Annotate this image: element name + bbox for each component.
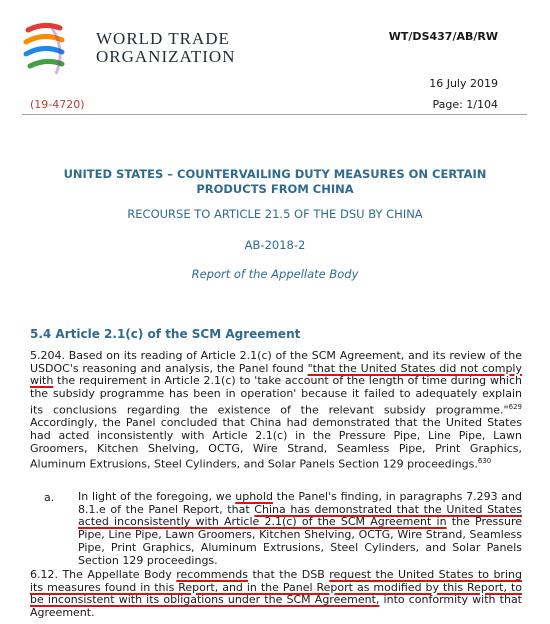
document-date: 16 July 2019 (429, 77, 498, 90)
p204-underlined-quote: "that the United States did not comply with (30, 361, 522, 388)
report-title: UNITED STATES – COUNTERVAILING DUTY MEASURES ON CERTAIN PRODUCTS FROM CHINA (63, 167, 487, 196)
org-line-2: ORGANIZATION (96, 47, 236, 66)
footnote-630[interactable]: 630 (477, 457, 492, 466)
org-line-1: WORLD TRADE (96, 29, 230, 48)
p204-text-c: the requirement in Article 2.1(c) to 'take account of the length of time during which the subsidy programme has been in operation' because it failed to adequately explain its conclusions regarding the existence of the relevant subsidy programme." (30, 374, 522, 417)
report-type: Report of the Appellate Body (191, 267, 359, 281)
footnote-629[interactable]: 629 (508, 402, 522, 411)
paragraph-finding-a (78, 491, 522, 567)
section-heading: 5.4 Article 2.1(c) of the SCM Agreement (30, 327, 301, 341)
pa-underlined-finding: China has demonstrated that the United States acted inconsistently with Article 2.1(c) of the SCM Agreement in (78, 502, 522, 529)
case-number: AB-2018-2 (244, 238, 306, 252)
pa-text-e: the Pressure Pipe, Line Pipe, Lawn Groomers, Kitchen Shelving, OCTG, Wire Strand, Seamless Pipe, Print Graphics, Aluminum Extrusions, Steel Cylinders, and Solar Panels Section 129 proceedings. (78, 515, 523, 567)
p612-underlined-recommends: recommends (176, 568, 248, 581)
pa-text-c: the Panel's finding, in paragraphs 7.293 and 8.1.e of the Panel Report, that (78, 490, 522, 516)
p204-text-d: Accordingly, the Panel concluded that China had demonstrated that the United States had acted inconsistently with Article 2.1(c) in the Pressure Pipe, Line Pipe, Lawn Groomers, Kitchen Shelving, OCTG, Wire Strand, Seamless Pipe, Print Graphics, Aluminum Extrusions, Steel Cylinders, and Solar Panels Section 129 proceedings. (30, 416, 522, 471)
p204-text-a: 5.204. Based on its reading of Article 2.1(c) of the SCM Agreement, and its review of the USDOC's reasoning and analysis, the Panel found (30, 349, 522, 375)
p612-text-a: 6.12. The Appellate Body (30, 568, 177, 581)
pa-underlined-uphold: uphold (235, 490, 273, 503)
organization-name (96, 30, 235, 66)
page-number: Page: 1/104 (432, 98, 498, 111)
p612-underlined-request: request the United States to bring its measures found in this Report, and in the Panel Report as modified by this Report, to be inconsistent with its obligations under the SCM Agreement, (30, 568, 522, 607)
paragraph-6-12 (30, 569, 522, 620)
list-marker-a: a. (44, 491, 55, 504)
reference-number: (19-4720) (30, 98, 85, 111)
paragraph-5-204 (30, 350, 522, 472)
header-divider (22, 114, 527, 115)
pa-text-a: In light of the foregoing, we (78, 490, 236, 503)
report-subtitle: RECOURSE TO ARTICLE 21.5 OF THE DSU BY CHINA (127, 207, 423, 221)
p612-text-e: into conformity with that Agreement. (30, 593, 522, 620)
wto-logo-icon (22, 20, 92, 80)
p612-text-c: that the DSB (247, 568, 330, 581)
document-symbol: WT/DS437/AB/RW (388, 30, 498, 43)
